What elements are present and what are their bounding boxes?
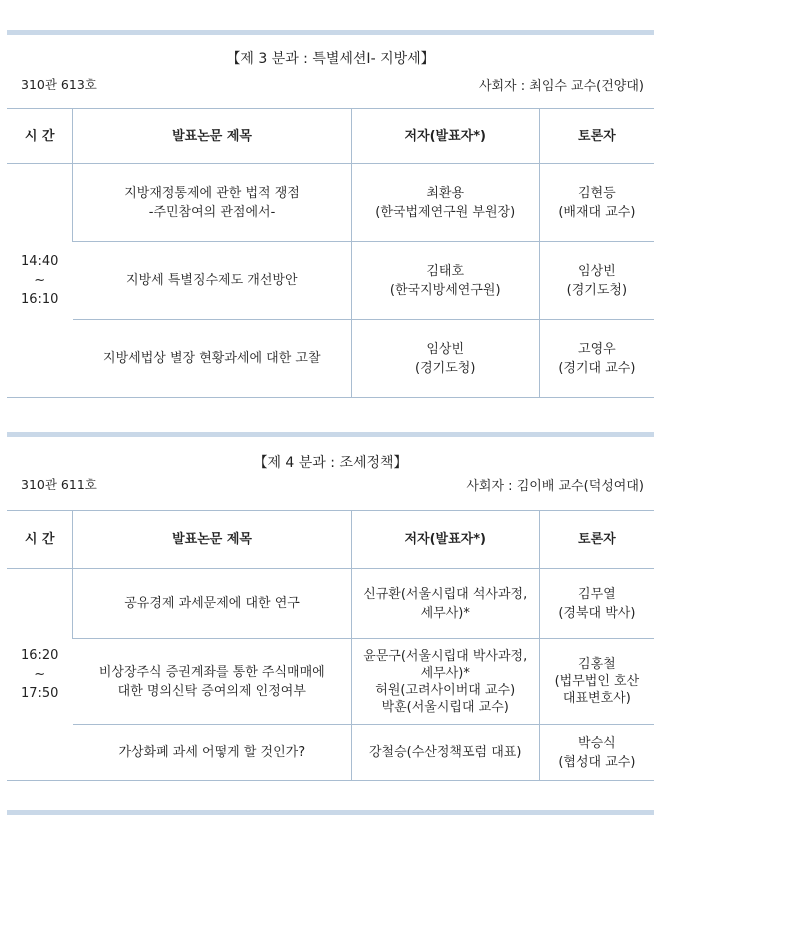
header-author: 저자(발표자*) — [351, 109, 539, 164]
top-divider-bar — [7, 30, 654, 35]
session-table — [7, 108, 654, 398]
chair-label: 사회자 : 최임수 교수(건양대) — [478, 79, 644, 94]
author-cell: 윤문구(서울시립대 박사과정, 세무사)* 허원(고려사이버대 교수) 박훈(서울시립대 교수) — [351, 639, 539, 725]
header-title: 발표논문 제목 — [73, 511, 351, 569]
header-title: 발표논문 제목 — [73, 109, 351, 164]
discussant-cell: 김홍철 (법무법인 호산 대표변호사) — [539, 639, 654, 725]
table-row — [7, 242, 654, 320]
chair-label: 사회자 : 김이배 교수(덕성여대) — [466, 479, 644, 494]
header-row — [7, 109, 654, 164]
room-label: 310관 613호 — [21, 77, 97, 92]
time-cell: 14:40 ~ 16:10 — [7, 164, 73, 398]
author-cell: 신규환(서울시립대 석사과정, 세무사)* — [351, 569, 539, 639]
discussant-cell: 고영우 (경기대 교수) — [539, 320, 654, 398]
session-title: 【제 4 분과 : 조세정책】 — [253, 455, 408, 471]
table-row — [7, 320, 654, 398]
session-title: 【제 3 분과 : 특별세션Ⅰ- 지방세】 — [226, 51, 435, 67]
table-row — [7, 725, 654, 781]
paper-title: 비상장주식 증권계좌를 통한 주식매매에 대한 명의신탁 증여의제 인정여부 — [73, 639, 351, 725]
table-row — [7, 569, 654, 639]
paper-title: 지방세법상 별장 현황과세에 대한 고찰 — [73, 320, 351, 398]
header-row — [7, 511, 654, 569]
paper-title: 공유경제 과세문제에 대한 연구 — [73, 569, 351, 639]
paper-title: 지방재정통제에 관한 법적 쟁점 -주민참여의 관점에서- — [73, 164, 351, 242]
author-cell: 임상빈 (경기도청) — [351, 320, 539, 398]
time-cell: 16:20 ~ 17:50 — [7, 569, 73, 781]
room-label: 310관 611호 — [21, 477, 97, 492]
author-cell: 최환용 (한국법제연구원 부원장) — [351, 164, 539, 242]
table-row — [7, 164, 654, 242]
table-row — [7, 639, 654, 725]
paper-title: 지방세 특별징수제도 개선방안 — [73, 242, 351, 320]
header-author: 저자(발표자*) — [351, 511, 539, 569]
paper-title: 가상화폐 과세 어떻게 할 것인가? — [73, 725, 351, 781]
author-cell: 강철승(수산정책포럼 대표) — [351, 725, 539, 781]
discussant-cell: 임상빈 (경기도청) — [539, 242, 654, 320]
discussant-cell: 김무열 (경북대 박사) — [539, 569, 654, 639]
author-cell: 김태호 (한국지방세연구원) — [351, 242, 539, 320]
header-time: 시 간 — [7, 511, 73, 569]
discussant-cell: 김현등 (배재대 교수) — [539, 164, 654, 242]
header-time: 시 간 — [7, 109, 73, 164]
header-discussant: 토론자 — [539, 109, 654, 164]
bottom-divider-bar — [7, 810, 654, 815]
discussant-cell: 박승식 (협성대 교수) — [539, 725, 654, 781]
middle-divider-bar — [7, 432, 654, 437]
session-table — [7, 510, 654, 781]
header-discussant: 토론자 — [539, 511, 654, 569]
